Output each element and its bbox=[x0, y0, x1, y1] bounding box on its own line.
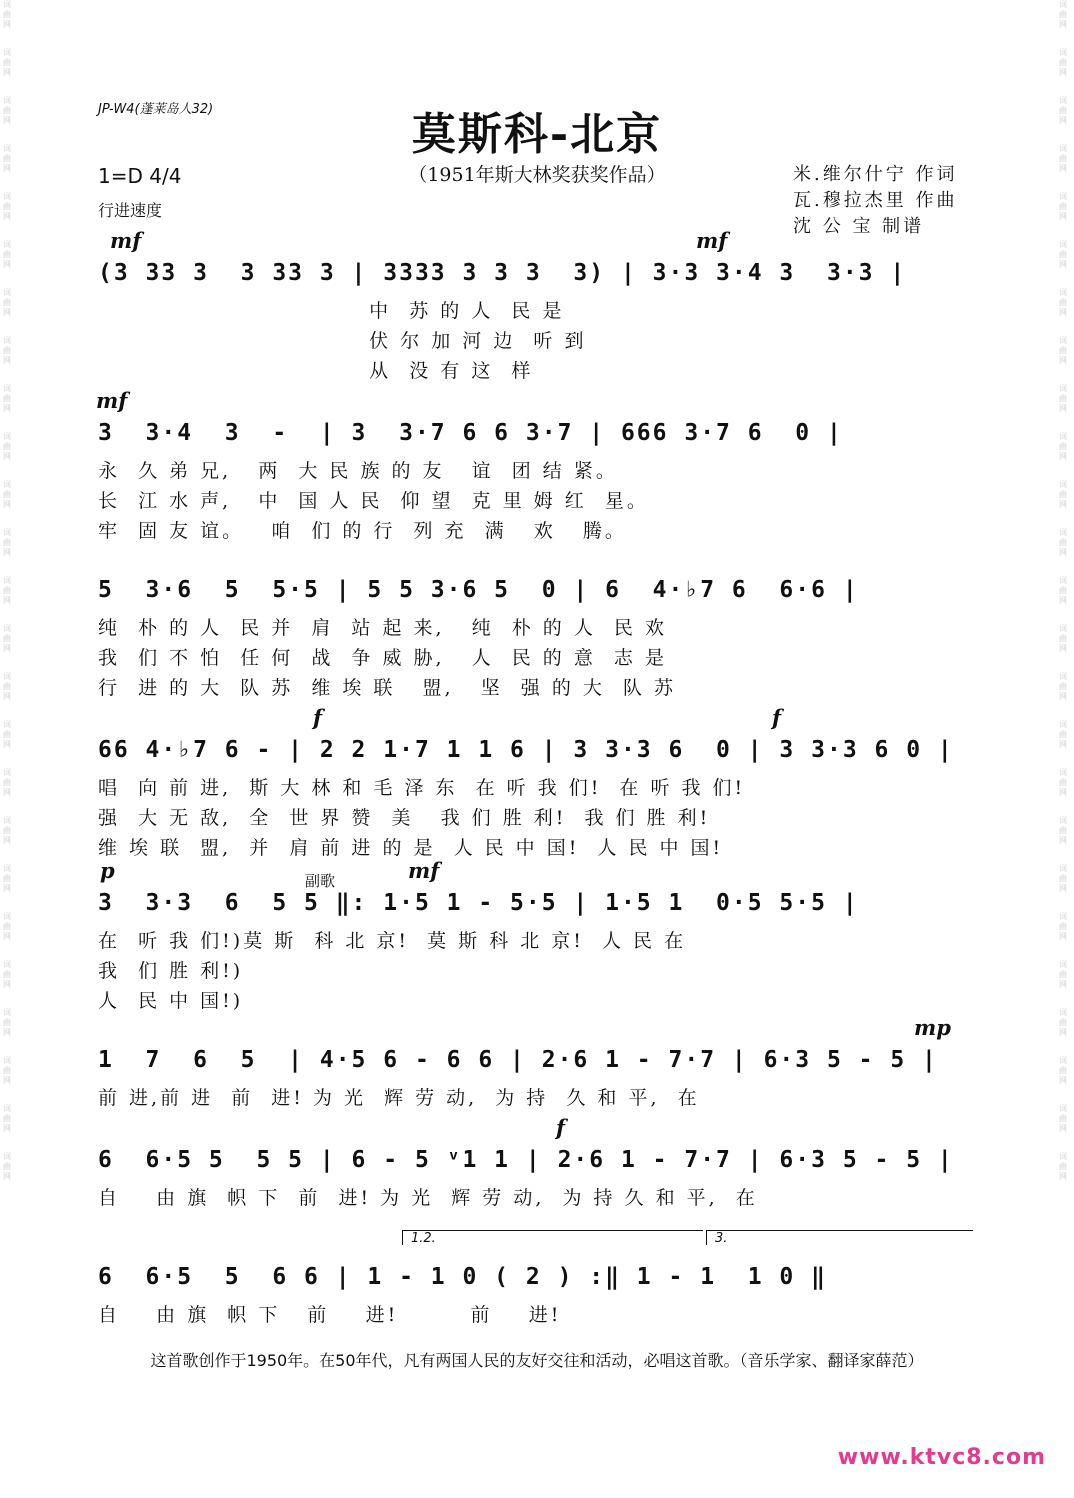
side-watermark-text: 词 曲 网 bbox=[3, 240, 11, 269]
dynamic-marking: mf bbox=[110, 228, 142, 253]
lyric-line: 自 由 旗 帜 下 前 进! 前 进! bbox=[98, 1304, 562, 1326]
side-watermark-text: 词 曲 网 bbox=[3, 0, 11, 29]
side-watermark-text: 词 曲 网 bbox=[1059, 720, 1067, 749]
side-watermark-text: 词 曲 网 bbox=[1059, 480, 1067, 509]
side-watermark-text: 词 曲 网 bbox=[1059, 96, 1067, 125]
notation-line: 5 3·6 5 5·5 | 5 5 3·6 5 0 | 6 4·♭7 6 6·6 | bbox=[98, 577, 859, 603]
dynamic-marking: mp bbox=[914, 1015, 951, 1040]
volta-label: 3. bbox=[715, 1231, 728, 1246]
lyric-line: 前 进,前 进 前 进! 为 光 辉 劳 动, 为 持 久 和 平, 在 bbox=[98, 1087, 700, 1109]
notation-line: 1 7 6 5 | 4·5 6 - 6 6 | 2·6 1 - 7·7 | 6·3 5 - 5 | bbox=[98, 1047, 938, 1073]
volta-bracket bbox=[706, 1230, 973, 1245]
dynamic-marking: f bbox=[772, 705, 782, 730]
side-watermark-text: 词 曲 网 bbox=[1059, 576, 1067, 605]
side-watermark-text: 词 曲 网 bbox=[1059, 672, 1067, 701]
section-label: 副歌 bbox=[305, 872, 336, 890]
side-watermark-text: 词 曲 网 bbox=[3, 192, 11, 221]
lyric-line: 伏 尔 加 河 边 听 到 bbox=[98, 330, 587, 352]
side-watermark-text: 词 曲 网 bbox=[3, 864, 11, 893]
notation-line: 3 3·3 6 5 5 ‖: 1·5 1 - 5·5 | 1·5 1 0·5 5·5 | bbox=[98, 890, 859, 916]
side-watermark-text: 词 曲 网 bbox=[1059, 1056, 1067, 1085]
arranger-credit: 沈 公 宝 制谱 bbox=[793, 216, 925, 237]
side-watermark-text: 词 曲 网 bbox=[3, 144, 11, 173]
notation-line: 66 4·♭7 6 - | 2 2 1·7 1 1 6 | 3 3·3 6 0 | 3 3·3 6 0 | bbox=[98, 737, 954, 763]
lyric-line: 牢 固 友 谊。 咱 们 的 行 列 充 满 欢 腾。 bbox=[98, 520, 627, 542]
footer-note: 这首歌创作于1950年。在50年代，凡有两国人民的友好交往和活动，必唱这首歌。（音乐学家、翻译家薛范） bbox=[150, 1351, 924, 1370]
lyric-line: 强 大 无 敌, 全 世 界 赞 美 我 们 胜 利! 我 们 胜 利! bbox=[98, 807, 711, 829]
volta-bracket bbox=[402, 1230, 703, 1245]
side-watermark-text: 词 曲 网 bbox=[3, 288, 11, 317]
lyricist-credit: 米.维尔什宁 作词 bbox=[793, 164, 958, 185]
side-watermark-text: 词 曲 网 bbox=[3, 1152, 11, 1181]
notation-line: 6 6·5 5 6 6 | 1 - 1 0 ( 2 ) :‖ 1 - 1 1 0 ‖ bbox=[98, 1264, 827, 1290]
side-watermark-text: 词 曲 网 bbox=[3, 960, 11, 989]
tempo-marking: 行进速度 bbox=[98, 201, 163, 220]
side-watermark-text: 词 曲 网 bbox=[1059, 816, 1067, 845]
side-watermark-text: 词 曲 网 bbox=[1059, 192, 1067, 221]
lyric-line: 在 听 我 们!)莫 斯 科 北 京! 莫 斯 科 北 京! 人 民 在 bbox=[98, 930, 687, 952]
side-watermark-text: 词 曲 网 bbox=[1059, 960, 1067, 989]
side-watermark-text: 词 曲 网 bbox=[3, 528, 11, 557]
lyric-line: 长 江 水 声, 中 国 人 民 仰 望 克 里 姆 红 星。 bbox=[98, 490, 649, 512]
dynamic-marking: mf bbox=[96, 388, 128, 413]
score-code: JP-W4(蓬莱岛人32) bbox=[98, 102, 214, 117]
lyric-line: 永 久 弟 兄, 两 大 民 族 的 友 谊 团 结 紧。 bbox=[98, 460, 618, 482]
lyric-line: 自 由 旗 帜 下 前 进! 为 光 辉 劳 动, 为 持 久 和 平, 在 bbox=[98, 1187, 758, 1209]
side-watermark-text: 词 曲 网 bbox=[1059, 0, 1067, 29]
side-watermark-text: 词 曲 网 bbox=[1059, 912, 1067, 941]
side-watermark-text: 词 曲 网 bbox=[1059, 1152, 1067, 1181]
side-watermark-text: 词 曲 网 bbox=[1059, 48, 1067, 77]
side-watermark-text: 词 曲 网 bbox=[1059, 864, 1067, 893]
volta-label: 1.2. bbox=[411, 1231, 436, 1246]
notation-line: 6 6·5 5 5 5 | 6 - 5 ᵛ1 1 | 2·6 1 - 7·7 | 6·3 5 - 5 | bbox=[98, 1147, 954, 1173]
side-watermark-text: 词 曲 网 bbox=[1059, 1104, 1067, 1133]
side-watermark-text: 词 曲 网 bbox=[1059, 528, 1067, 557]
side-watermark-text: 词 曲 网 bbox=[3, 432, 11, 461]
side-watermark-text: 词 曲 网 bbox=[3, 480, 11, 509]
dynamic-marking: mf bbox=[408, 858, 440, 883]
site-watermark: www.ktvc8.com bbox=[837, 1445, 1046, 1470]
composer-credit: 瓦.穆拉杰里 作曲 bbox=[793, 190, 958, 211]
side-watermark-text: 词 曲 网 bbox=[3, 1104, 11, 1133]
lyric-line: 维 埃 联 盟, 并 肩 前 进 的 是 人 民 中 国! 人 民 中 国! bbox=[98, 837, 724, 859]
lyric-line: 纯 朴 的 人 民 并 肩 站 起 来, 纯 朴 的 人 民 欢 bbox=[98, 617, 667, 639]
notation-line: (3 33 3 3 33 3 | 3333 3 3 3 3) | 3·3 3·4 3 3·3 | bbox=[98, 260, 907, 286]
side-watermark-text: 词 曲 网 bbox=[1059, 336, 1067, 365]
song-title: 莫斯科-北京 bbox=[411, 109, 663, 160]
side-watermark-text: 词 曲 网 bbox=[3, 48, 11, 77]
dynamic-marking: f bbox=[556, 1115, 566, 1140]
lyric-line: 中 苏 的 人 民 是 bbox=[98, 300, 565, 322]
side-watermark-text: 词 曲 网 bbox=[3, 576, 11, 605]
side-watermark-text: 词 曲 网 bbox=[1059, 1008, 1067, 1037]
side-watermark-text: 词 曲 网 bbox=[1059, 624, 1067, 653]
side-watermark-text: 词 曲 网 bbox=[3, 1008, 11, 1037]
side-watermark-text: 词 曲 网 bbox=[3, 624, 11, 653]
dynamic-marking: p bbox=[100, 858, 115, 883]
lyric-line: 人 民 中 国!) bbox=[98, 990, 244, 1012]
side-watermark-text: 词 曲 网 bbox=[3, 912, 11, 941]
side-watermark-text: 词 曲 网 bbox=[3, 384, 11, 413]
side-watermark-text: 词 曲 网 bbox=[3, 672, 11, 701]
side-watermark-text: 词 曲 网 bbox=[1059, 144, 1067, 173]
side-watermark-text: 词 曲 网 bbox=[3, 816, 11, 845]
side-watermark-text: 词 曲 网 bbox=[3, 336, 11, 365]
side-watermark-text: 词 曲 网 bbox=[3, 1056, 11, 1085]
side-watermark-text: 词 曲 网 bbox=[1059, 384, 1067, 413]
side-watermark-text: 词 曲 网 bbox=[1059, 768, 1067, 797]
song-subtitle: （1951年斯大林奖获奖作品） bbox=[408, 164, 666, 186]
side-watermark-text: 词 曲 网 bbox=[3, 96, 11, 125]
side-watermark-text: 词 曲 网 bbox=[3, 768, 11, 797]
side-watermark-right bbox=[1056, 0, 1070, 1498]
lyric-line: 从 没 有 这 样 bbox=[98, 360, 534, 382]
side-watermark-text: 词 曲 网 bbox=[1059, 432, 1067, 461]
side-watermark-text: 词 曲 网 bbox=[1059, 288, 1067, 317]
dynamic-marking: f bbox=[313, 705, 323, 730]
side-watermark-text: 词 曲 网 bbox=[3, 720, 11, 749]
lyric-line: 我 们 不 怕 任 何 战 争 威 胁, 人 民 的 意 志 是 bbox=[98, 647, 667, 669]
notation-line: 3 3·4 3 - | 3 3·7 6 6 3·7 | 666 3·7 6 0 | bbox=[98, 420, 843, 446]
lyric-line: 唱 向 前 进, 斯 大 林 和 毛 泽 东 在 听 我 们! 在 听 我 们! bbox=[98, 777, 746, 799]
lyric-line: 我 们 胜 利!) bbox=[98, 960, 244, 982]
lyric-line: 行 进 的 大 队 苏 维 埃 联 盟, 坚 强 的 大 队 苏 bbox=[98, 677, 676, 699]
dynamic-marking: mf bbox=[696, 228, 728, 253]
side-watermark-left bbox=[0, 0, 14, 1498]
side-watermark-text: 词 曲 网 bbox=[1059, 240, 1067, 269]
key-signature: 1=D 4/4 bbox=[98, 164, 182, 188]
